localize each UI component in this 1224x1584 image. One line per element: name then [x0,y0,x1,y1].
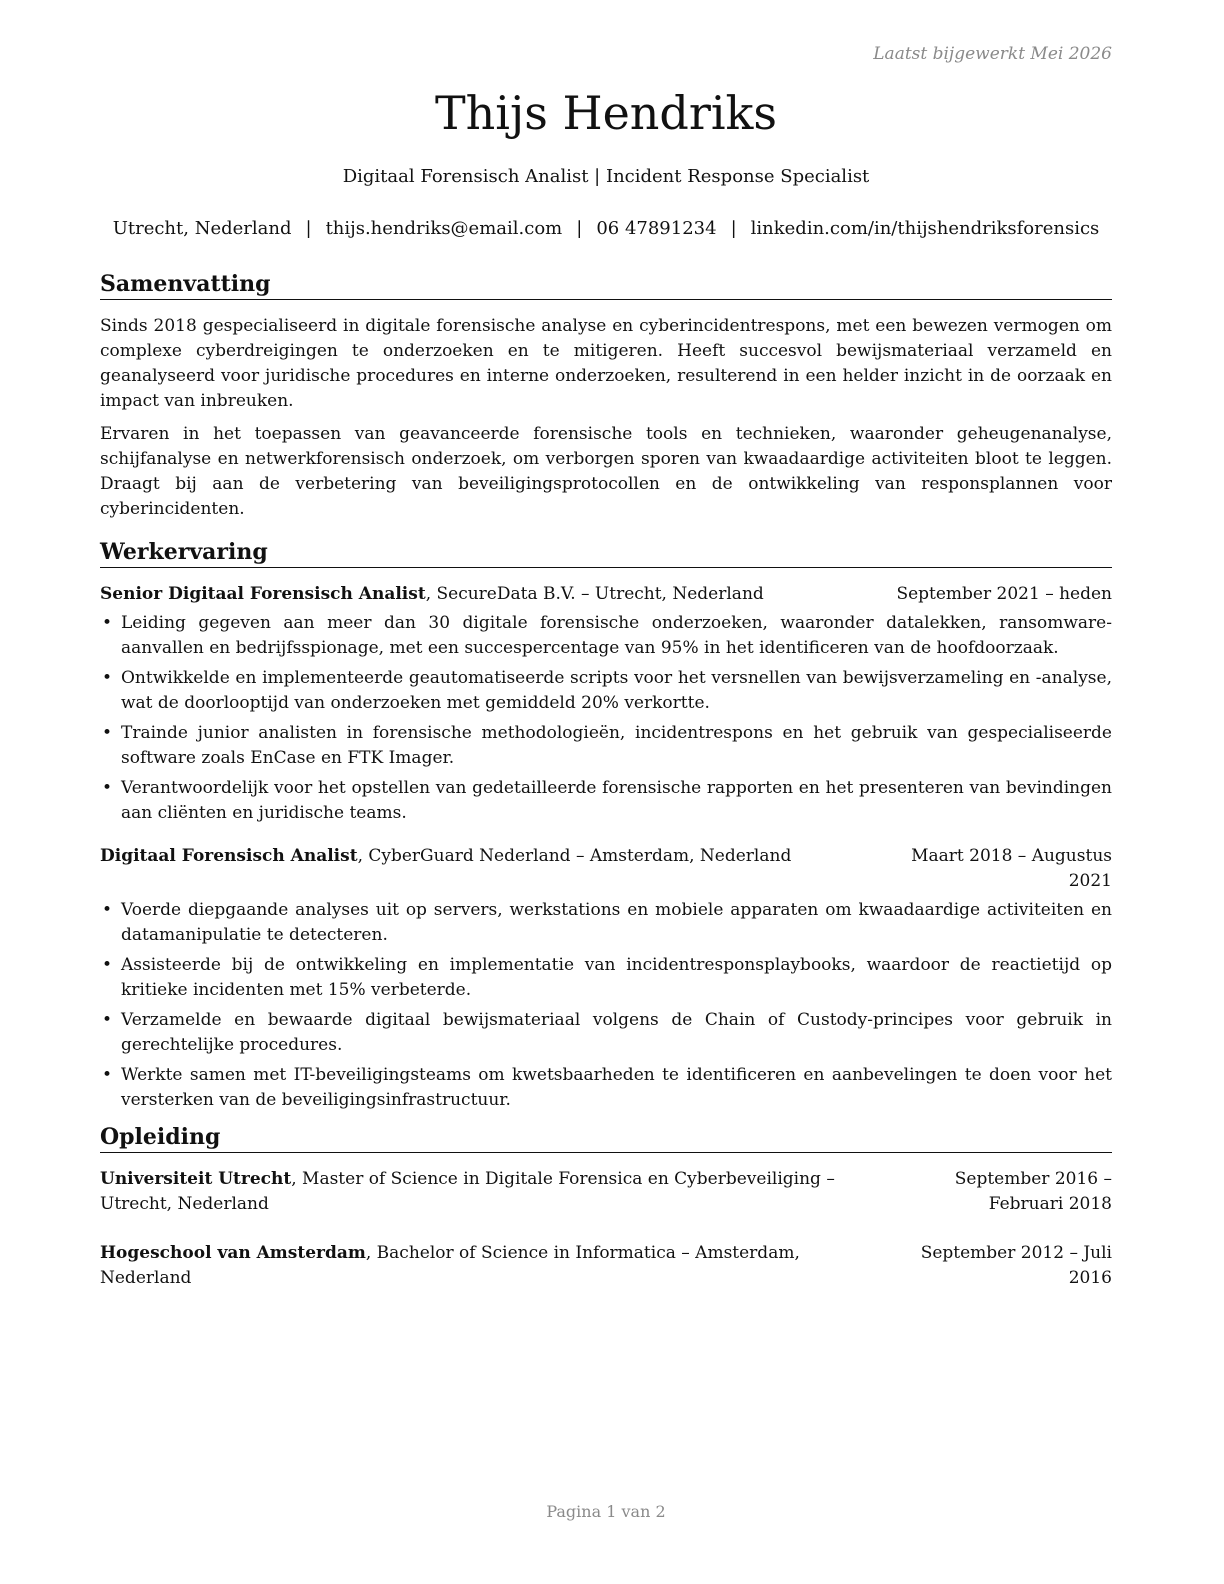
job-bullet: • Verzamelde en bewaarde digitaal bewijsmateriaal volgens de Chain of Custody-principes voor gebruik in gerechtelijke procedures. [100,1008,1112,1058]
job-bullet: • Voerde diepgaande analyses uit op servers, werkstations en mobiele apparaten om kwaadaardige activiteiten en datamanipulatie te detecteren. [100,898,1112,948]
summary-paragraph: Sinds 2018 gespecialiseerd in digitale forensische analyse en cyberincidentrespons, met een bewezen vermogen om complexe cyberdreigingen te onderzoeken en te mitigeren. Heeft succesvol bewijsmateriaal verzameld en geanalyseerd voor juridische procedures en interne onderzoeken, resulterend in een helder inzicht in de oorzaak en impact van inbreuken. [100,316,1112,411]
education-detail: , Master of Science in Digitale Forensica en Cyberbeveiliging – Utrecht, Nederland [100,1169,835,1214]
job-bullets [100,611,1112,826]
education-detail: , Bachelor of Science in Informatica – Amsterdam, Nederland [100,1243,800,1288]
job-company: , SecureData B.V. – Utrecht, Nederland [425,584,764,604]
contact-linkedin[interactable]: linkedin.com/in/thijshendriksforensics [750,218,1100,239]
education-school: Universiteit Utrecht [100,1169,292,1189]
job-bullet: • Assisteerde bij de ontwikkeling en implementatie van incidentresponsplaybooks, waardoor de reactietijd op kritieke incidenten met 15% verbeterde. [100,953,1112,1003]
job-role: Senior Digitaal Forensisch Analist [100,584,426,604]
education-heading: Opleiding [100,1123,1112,1153]
job-bullets [100,898,1112,1113]
education-school: Hogeschool van Amsterdam [100,1243,366,1263]
job-header [100,844,1112,894]
summary-heading: Samenvatting [100,270,1112,300]
contact-separator: | [730,218,737,239]
contact-separator: | [305,218,312,239]
education-entry [100,1167,1112,1217]
resume-content [100,270,1112,1291]
page-number: Pagina 1 van 2 [546,1502,666,1521]
job-period: September 2021 – heden [896,584,1112,604]
job-bullet: • Trainde junior analisten in forensische methodologieën, incidentrespons en het gebruik van gespecialiseerde software zoals EnCase en FTK Imager. [100,721,1112,771]
contact-line [0,218,1212,239]
contact-separator: | [576,218,583,239]
job-header [100,582,1112,607]
job-bullet: • Verantwoordelijk voor het opstellen van gedetailleerde forensische rapporten en het presenteren van bevindingen aan cliënten en juridische teams. [100,776,1112,826]
job-company: , CyberGuard Nederland – Amsterdam, Nederland [357,846,792,866]
job-role: Digitaal Forensisch Analist [100,846,358,866]
job-bullet: • Ontwikkelde en implementeerde geautomatiseerde scripts voor het versnellen van bewijsverzameling en -analyse, wat de doorlooptijd van onderzoeken met gemiddeld 20% verkortte. [100,666,1112,716]
job-period: Maart 2018 – Augustus 2021 [911,846,1112,891]
job-bullet: • Werkte samen met IT-beveiligingsteams om kwetsbaarheden te identificeren en aanbevelingen te doen voor het versterken van de beveiligingsinfrastructuur. [100,1063,1112,1113]
education-period: September 2012 – Juli 2016 [920,1243,1112,1288]
experience-heading: Werkervaring [100,538,1112,568]
education-entry [100,1241,1112,1291]
contact-phone: 06 47891234 [596,218,717,239]
contact-email[interactable]: thijs.hendriks@email.com [325,218,563,239]
job-entry [100,844,1112,1113]
summary-paragraph: Ervaren in het toepassen van geavanceerde forensische tools en technieken, waaronder geheugenanalyse, schijfanalyse en netwerkforensisch onderzoek, om verborgen sporen van kwaadaardige activiteiten bloot te leggen. Draagt bij aan de verbetering van beveiligingsprotocollen en de ontwikkeling van responsplannen voor cyberincidenten. [100,424,1112,519]
tagline: Digitaal Forensisch Analist | Incident Response Specialist [342,166,870,187]
job-entry [100,582,1112,826]
candidate-name: Thijs Hendriks [434,86,778,140]
last-updated: Laatst bijgewerkt Mei 2026 [873,44,1112,64]
education-period: September 2016 – Februari 2018 [954,1169,1112,1214]
job-bullet: • Leiding gegeven aan meer dan 30 digitale forensische onderzoeken, waaronder datalekken, ransomware-aanvallen en bedrijfsspionage, met een succespercentage van 95% in het identificeren van de hoofdoorzaak. [100,611,1112,661]
contact-location: Utrecht, Nederland [112,218,292,239]
